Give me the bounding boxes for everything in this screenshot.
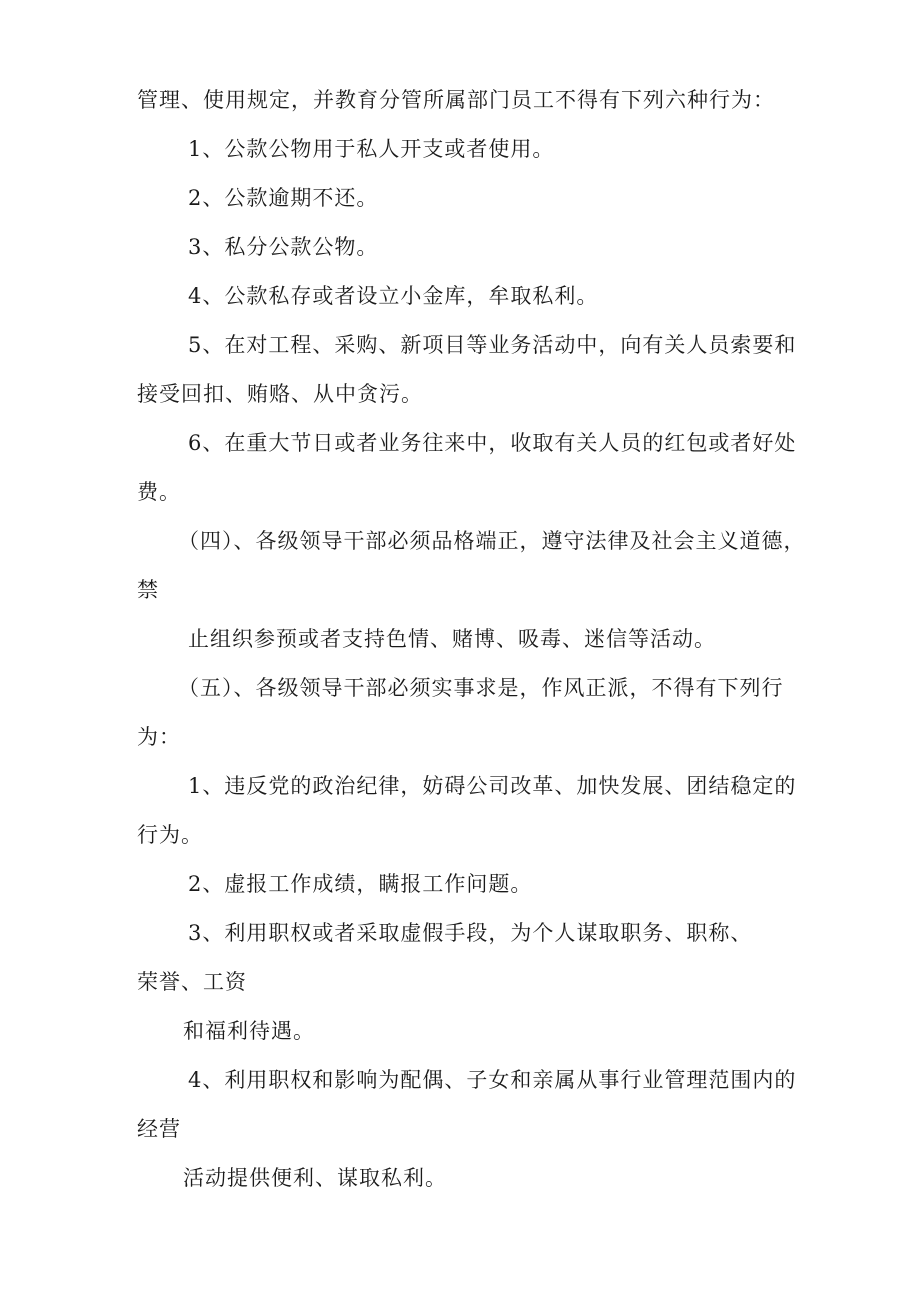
- text-line: 2、公款逾期不还。: [188, 186, 379, 210]
- text-line: 1、违反党的政治纪律，妨碍公司改革、加快发展、团结稳定的: [188, 774, 797, 798]
- text-line: 止组织参预或者支持色情、赌博、吸毒、迷信等活动。: [188, 627, 716, 651]
- text-line: 3、利用职权或者采取虚假手段，为个人谋取职务、职称、: [188, 921, 753, 945]
- text-line: 活动提供便利、谋取私利。: [183, 1166, 447, 1190]
- text-line: 费。: [137, 480, 181, 504]
- text-line: 管理、使用规定，并教育分管所属部门员工不得有下列六种行为：: [137, 88, 775, 112]
- text-line: 和福利待遇。: [183, 1019, 315, 1043]
- text-line: 5、在对工程、采购、新项目等业务活动中，向有关人员索要和: [188, 333, 797, 357]
- text-line: 2、虚报工作成绩，瞒报工作问题。: [188, 872, 533, 896]
- text-line: 经营: [137, 1117, 181, 1141]
- text-line: 禁: [137, 578, 159, 602]
- text-line: 为：: [137, 725, 181, 749]
- text-line: 行为。: [137, 823, 203, 847]
- text-line: 接受回扣、贿赂、从中贪污。: [137, 382, 423, 406]
- text-line: （四）、各级领导干部必须品格端正，遵守法律及社会主义道德，: [178, 529, 806, 553]
- text-line: 荣誉、工资: [137, 970, 247, 994]
- text-line: 4、公款私存或者设立小金库，牟取私利。: [188, 284, 599, 308]
- text-line: 1、公款公物用于私人开支或者使用。: [188, 137, 555, 161]
- text-line: 6、在重大节日或者业务往来中，收取有关人员的红包或者好处: [188, 431, 797, 455]
- text-line: 3、私分公款公物。: [188, 235, 379, 259]
- text-line: 4、利用职权和影响为配偶、子女和亲属从事行业管理范围内的: [188, 1068, 797, 1092]
- text-line: （五）、各级领导干部必须实事求是，作风正派，不得有下列行: [178, 676, 784, 700]
